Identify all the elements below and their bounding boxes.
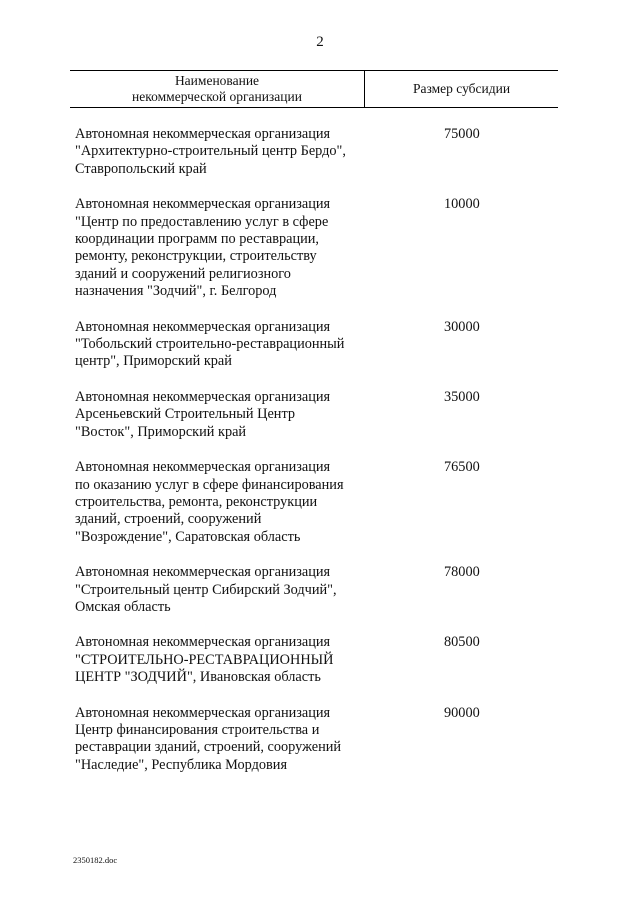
table-row — [70, 705, 558, 775]
table-row — [70, 319, 558, 371]
organization-name — [70, 705, 364, 775]
organization-name — [70, 459, 364, 546]
organization-name-line: Ставропольский край — [75, 160, 207, 177]
subsidy-amount: 80500 — [444, 634, 480, 651]
table-row — [70, 196, 558, 300]
column-header-organization-line2: некоммерческой организации — [132, 89, 302, 104]
organization-name — [70, 389, 364, 441]
subsidy-amount: 10000 — [444, 196, 480, 213]
column-header-subsidy: Размер субсидии — [412, 81, 511, 96]
subsidy-amount: 90000 — [444, 704, 480, 721]
subsidy-amount: 76500 — [444, 459, 480, 476]
organization-name-line: координации программ по реставрации, — [75, 231, 320, 248]
organization-name-line: Омская область — [75, 598, 171, 615]
page-number: 2 — [316, 34, 324, 50]
organization-name-line: Автономная некоммерческая организация — [75, 564, 331, 581]
subsidy-amount: 30000 — [444, 318, 480, 335]
organization-name-line: зданий, строений, сооружений — [75, 511, 262, 528]
organization-name-line: "СТРОИТЕЛЬНО-РЕСТАВРАЦИОННЫЙ — [75, 651, 334, 668]
organization-name-line: реставрации зданий, строений, сооружений — [75, 739, 342, 756]
organization-name-line: "Восток", Приморский край — [75, 423, 247, 440]
table-header — [70, 70, 558, 108]
organization-name-line: Автономная некоммерческая организация — [75, 318, 331, 335]
organization-name — [70, 564, 364, 616]
organization-name — [70, 126, 364, 178]
subsidy-amount: 35000 — [444, 388, 480, 405]
organization-name-line: "Возрождение", Саратовская область — [75, 528, 301, 545]
organization-name-line: ремонту, реконструкции, строительству — [75, 248, 317, 265]
organization-name-line: Автономная некоммерческая организация — [75, 196, 331, 213]
table-row — [70, 126, 558, 178]
organization-name-line: ЦЕНТР "ЗОДЧИЙ", Ивановская область — [75, 669, 321, 686]
subsidy-table — [70, 70, 558, 792]
organization-name-line: Центр финансирования строительства и — [75, 721, 320, 738]
organization-name-line: зданий и сооружений религиозного — [75, 265, 291, 282]
organization-name-line: по оказанию услуг в сфере финансирования — [75, 476, 344, 493]
organization-name — [70, 634, 364, 686]
table-row — [70, 459, 558, 546]
organization-name-line: Автономная некоммерческая организация — [75, 459, 331, 476]
organization-name-line: назначения "Зодчий", г. Белгород — [75, 283, 277, 300]
table-row — [70, 564, 558, 616]
organization-name-line: строительства, ремонта, реконструкции — [75, 493, 318, 510]
table-row — [70, 634, 558, 686]
organization-name — [70, 319, 364, 371]
table-row — [70, 389, 558, 441]
organization-name-line: "Центр по предоставлению услуг в сфере — [75, 213, 329, 230]
footer-file-name: 2350182.doc — [73, 855, 118, 865]
organization-name-line: Автономная некоммерческая организация — [75, 634, 331, 651]
subsidy-amount: 78000 — [444, 564, 480, 581]
subsidy-amount: 75000 — [444, 126, 480, 142]
column-header-organization-line1: Наименование — [174, 73, 260, 88]
organization-name-line: "Строительный центр Сибирский Зодчий", — [75, 581, 337, 598]
organization-name-line: "Наследие", Республика Мордовия — [75, 756, 288, 773]
organization-name-line: "Архитектурно-строительный центр Бердо", — [75, 143, 346, 160]
organization-name-line: центр", Приморский край — [75, 353, 232, 370]
organization-name-line: Автономная некоммерческая организация — [75, 126, 331, 142]
organization-name-line: Автономная некоммерческая организация — [75, 388, 331, 405]
organization-name-line: Автономная некоммерческая организация — [75, 704, 331, 721]
organization-name-line: Арсеньевский Строительный Центр — [75, 406, 296, 423]
column-header-organization — [70, 71, 365, 107]
organization-name-line: "Тобольский строительно-реставрационный — [75, 336, 345, 353]
table-body — [70, 126, 558, 774]
organization-name — [70, 196, 364, 300]
